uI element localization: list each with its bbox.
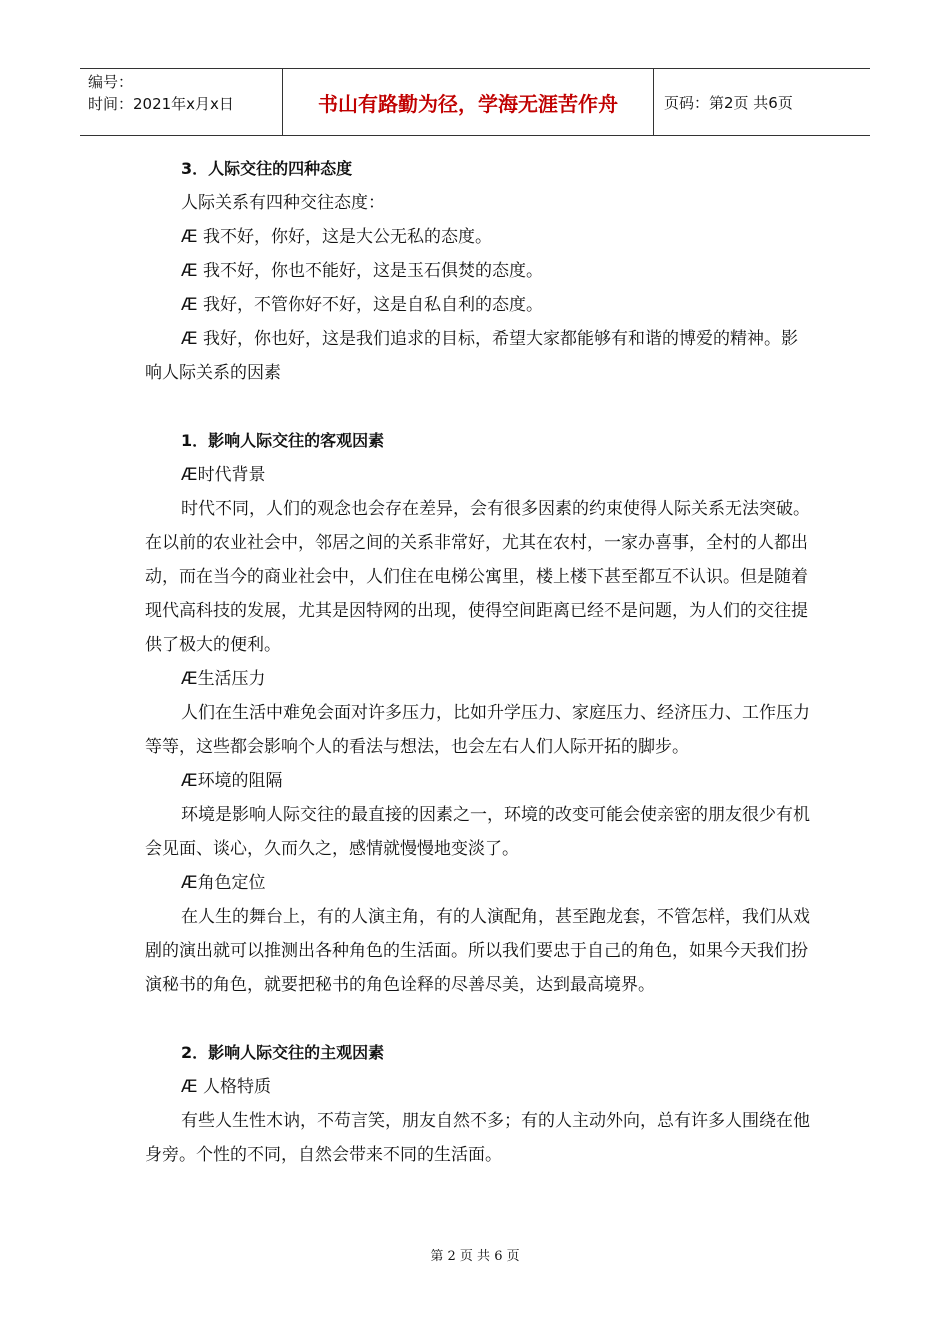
bullet-icon: Æ	[181, 873, 198, 893]
section-heading: 1．影响人际交往的客观因素	[181, 431, 385, 450]
list-item: Æ 我不好，你也不能好，这是玉石俱焚的态度。	[181, 261, 543, 281]
paragraph: 时代不同，人们的观念也会存在差异，会有很多因素的约束使得人际关系无法突破。在以前的农业社会中，邻居之间的关系非常好，尤其在农村，一家办喜事，全村的人都出动，而在当今的商业社会中，人们住在电梯公寓里，楼上楼下甚至都互不认识。但是随着现代高科技的发展，尤其是因特网的出现，使得空间距离已经不是问题，为人们的交往提供了极大的便利。	[145, 499, 810, 655]
header-table	[80, 68, 870, 136]
document-body	[145, 152, 810, 1172]
bullet-icon: Æ	[181, 261, 198, 281]
bullet-icon: Æ	[181, 465, 198, 485]
bullet-icon: Æ	[181, 329, 198, 349]
subheading: Æ角色定位	[181, 873, 266, 893]
date-label: 时间：2021年x月x日	[88, 95, 234, 113]
subheading: Æ生活压力	[181, 669, 266, 689]
list-item: Æ 我好，不管你好不好，这是自私自利的态度。	[181, 295, 543, 315]
bullet-icon: Æ	[181, 295, 198, 315]
page-footer: 第 2 页 共 6 页	[430, 1249, 520, 1264]
paragraph: 在人生的舞台上，有的人演主角，有的人演配角，甚至跑龙套，不管怎样，我们从戏剧的演出就可以推测出各种角色的生活面。所以我们要忠于自己的角色，如果今天我们扮演秘书的角色，就要把秘书的角色诠释的尽善尽美，达到最高境界。	[145, 907, 810, 995]
bullet-icon: Æ	[181, 227, 198, 247]
spacer	[145, 1002, 810, 1036]
bullet-icon: Æ	[181, 1077, 198, 1097]
list-item: Æ 我不好，你好，这是大公无私的态度。	[181, 227, 492, 247]
subheading: Æ时代背景	[181, 465, 266, 485]
number-label: 编号：	[88, 73, 134, 91]
section-heading: 3．人际交往的四种态度	[181, 159, 353, 178]
section-heading: 2．影响人际交往的主观因素	[181, 1043, 385, 1062]
subheading: Æ 人格特质	[181, 1077, 271, 1097]
paragraph: 有些人生性木讷，不苟言笑，朋友自然不多；有的人主动外向，总有许多人围绕在他身旁。个性的不同，自然会带来不同的生活面。	[145, 1111, 810, 1165]
header-meta	[80, 69, 282, 135]
paragraph: 环境是影响人际交往的最直接的因素之一，环境的改变可能会使亲密的朋友很少有机会见面、谈心，久而久之，感情就慢慢地变淡了。	[145, 805, 810, 859]
list-item: Æ 我好，你也好，这是我们追求的目标，希望大家都能够有和谐的博爱的精神。影响人际关系的因素	[145, 329, 798, 383]
bullet-icon: Æ	[181, 771, 198, 791]
bullet-icon: Æ	[181, 669, 198, 689]
paragraph: 人际关系有四种交往态度：	[181, 193, 385, 213]
motto: 书山有路勤为径，学海无涯苦作舟	[282, 69, 654, 135]
page-info: 页码：第2页 共6页	[664, 93, 793, 112]
spacer	[145, 390, 810, 424]
paragraph: 人们在生活中难免会面对许多压力，比如升学压力、家庭压力、经济压力、工作压力等等，这些都会影响个人的看法与想法，也会左右人们人际开拓的脚步。	[145, 703, 810, 757]
subheading: Æ环境的阻隔	[181, 771, 283, 791]
